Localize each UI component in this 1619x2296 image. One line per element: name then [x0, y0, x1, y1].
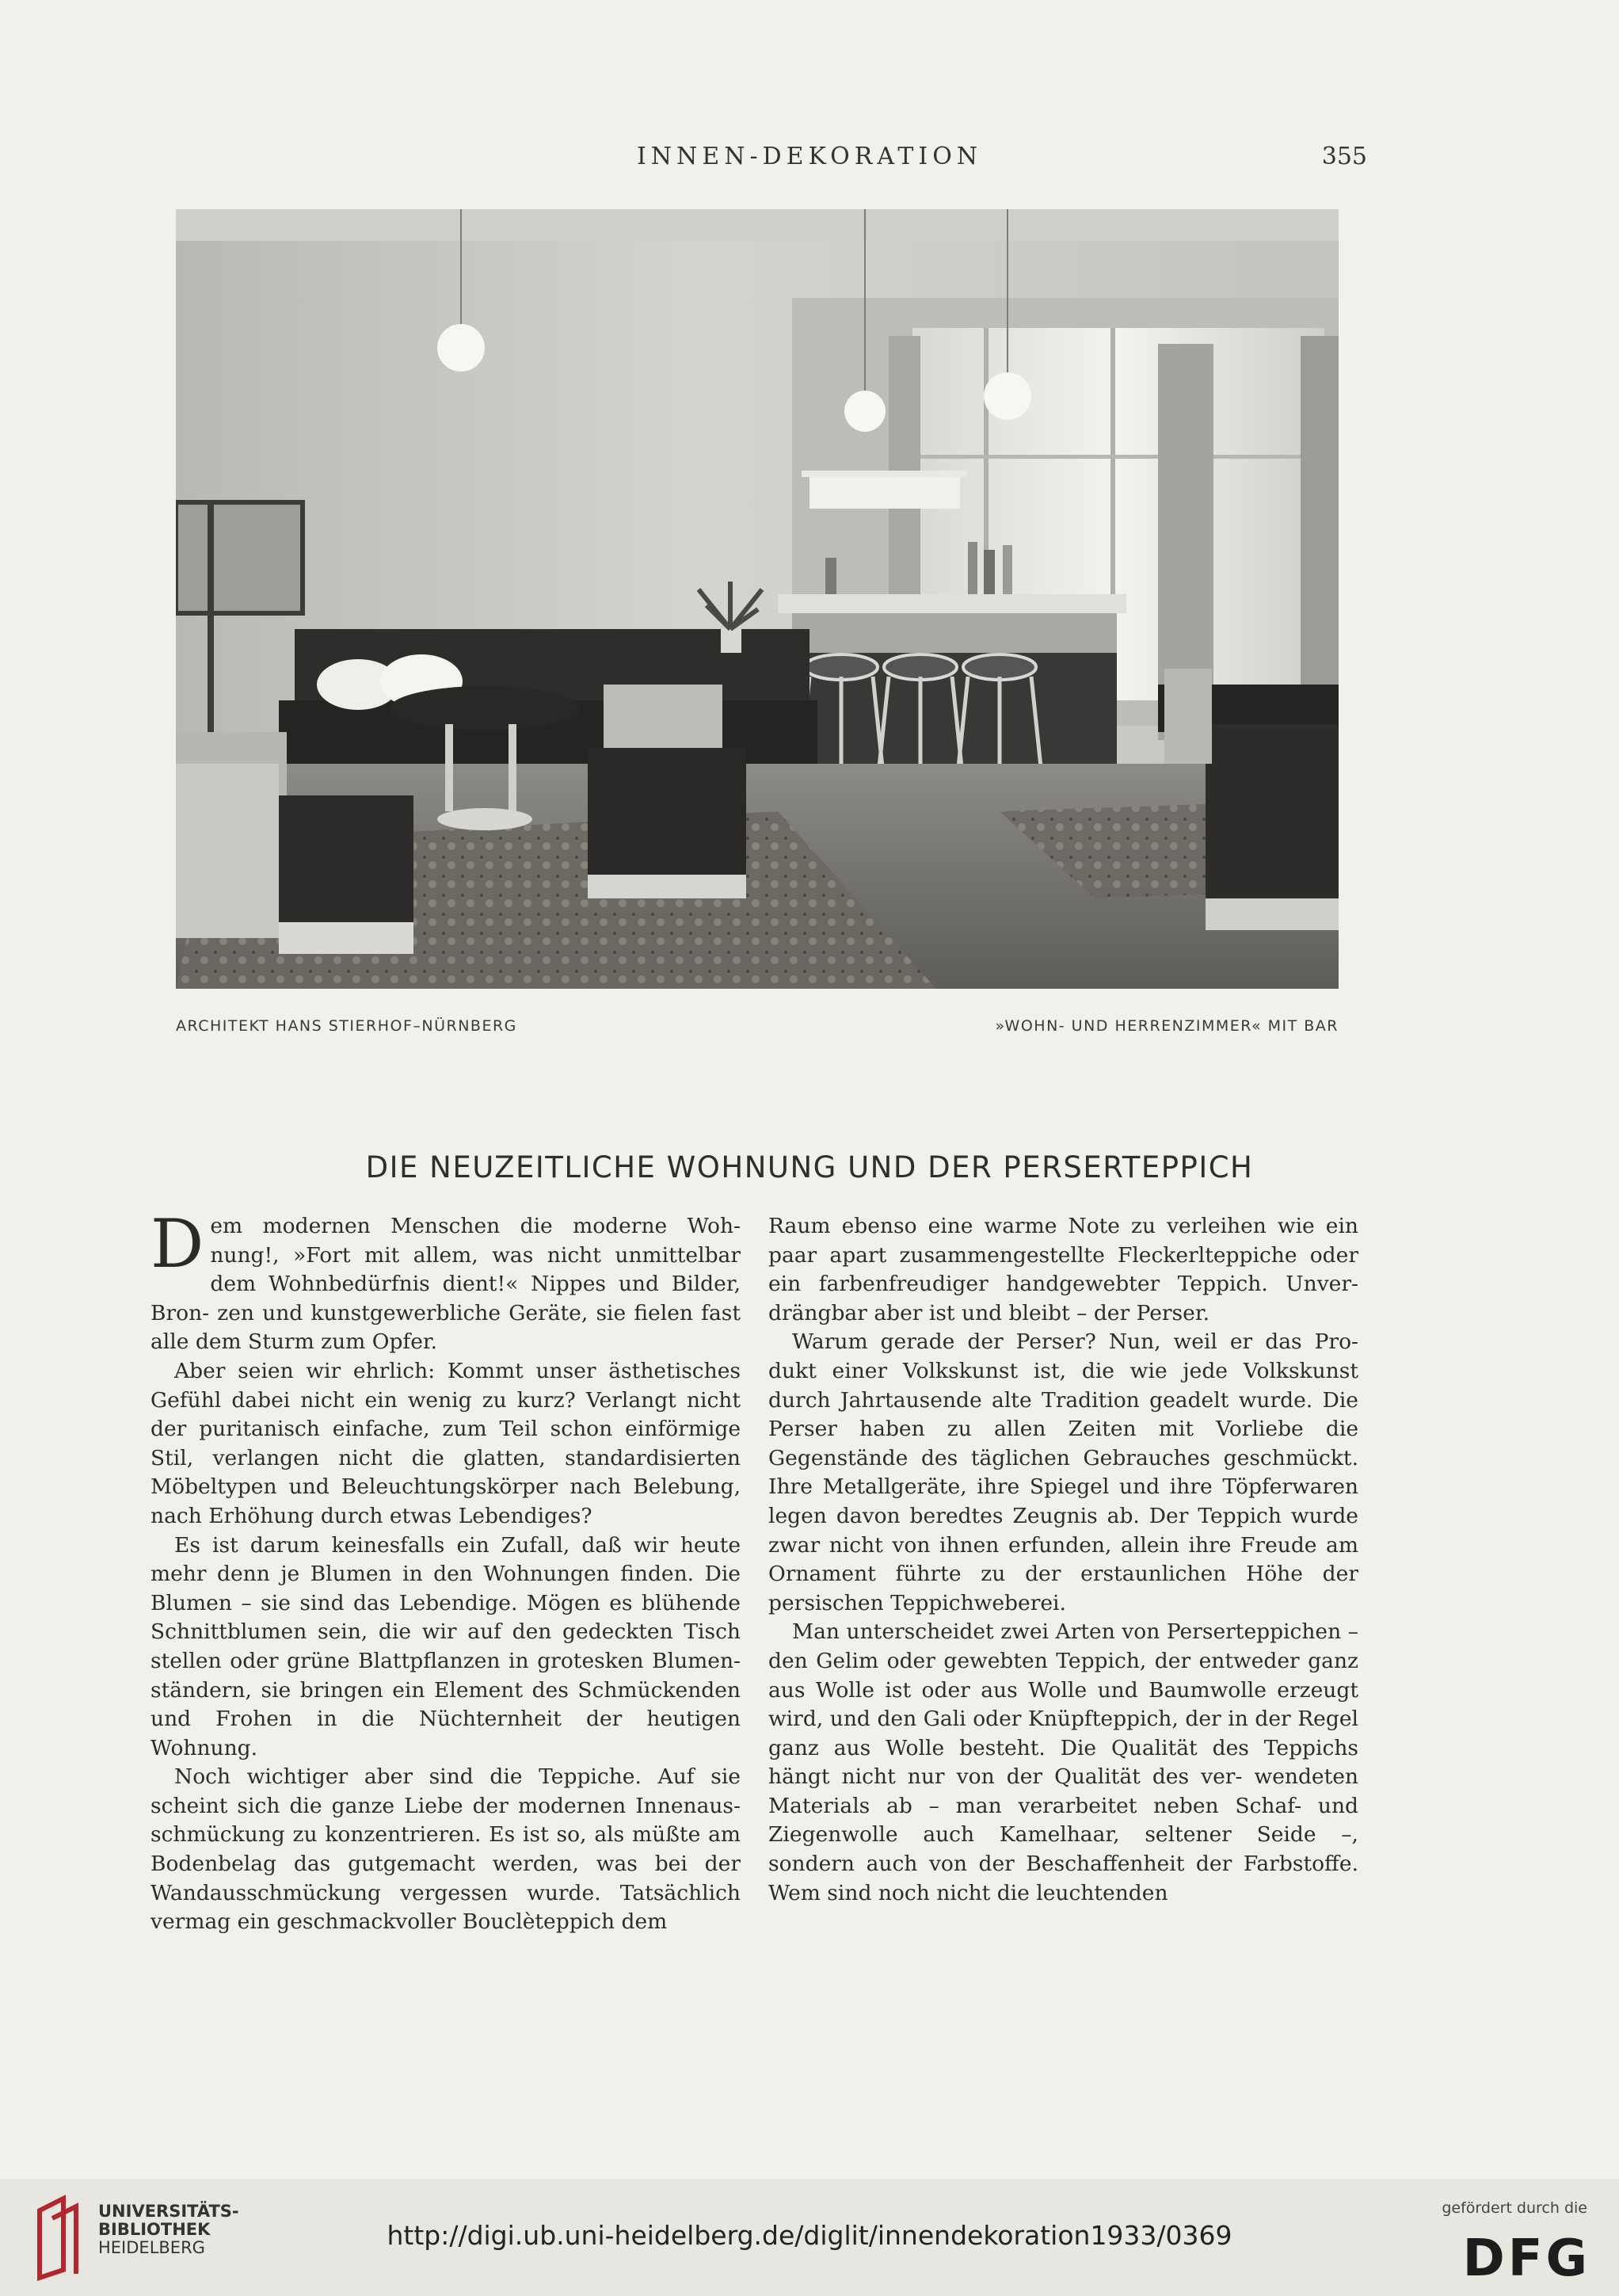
text-column-right — [768, 1212, 1358, 1908]
library-name-line: UNIVERSITÄTS- — [98, 2202, 239, 2221]
paragraph: Es ist darum keinesfalls ein Zufall, daß wir heute mehr denn je Blumen in den Wohnungen finden. Die Blumen – sie sind das Lebendige. Mögen es blühende Schnittblumen sein, die wir auf den gedeckten Tisch stellen oder grüne Blattpflanzen in grotesken Blumen- ständern, sie bringen ein Element des Schmückenden und Frohen in die Nüchternheit der heutigen Wohnung. — [150, 1532, 741, 1760]
paragraph: Raum ebenso eine warme Note zu verleihen wie ein paar apart zusammengestellte Fleckerlteppiche oder ein farbenfreudiger handgewebter Teppich. Unver- drängbar aber ist und bleibt – der Perser. — [768, 1214, 1358, 1325]
permalink-url[interactable]: http://digi.ub.uni-heidelberg.de/diglit/innendekoration1933/0369 — [387, 2220, 1232, 2251]
running-head — [0, 143, 1619, 177]
caption-architect: ARCHITEKT HANS STIERHOF–NÜRNBERG — [176, 1017, 517, 1035]
article-title: DIE NEUZEITLICHE WOHNUNG UND DER PERSERTEPPICH — [365, 1150, 1254, 1184]
paragraph: Warum gerade der Perser? Nun, weil er das Pro- dukt einer Volkskunst ist, die wie jede Volkskunst durch Jahrtausende alte Tradition geadelt wurde. Die Perser haben zu allen Zeiten mit Vorliebe die Gegenstände des täglichen Gebrauches geschmückt. Ihre Metallgeräte, ihre Spiegel und ihre Töpferwaren legen davon beredtes Zeugnis ab. Der Teppich wurde zwar nicht von ihnen erfunden, allein ihre Freude am Ornament führte zu der erstaunlichen Höhe der persischen Teppichweberei. — [768, 1329, 1358, 1615]
library-name-line: HEIDELBERG — [98, 2238, 205, 2257]
library-name-line: BIBLIOTHEK — [98, 2220, 211, 2239]
paragraph: Man unterscheidet zwei Arten von Perserteppichen – den Gelim oder gewebten Teppich, der entweder ganz aus Wolle ist oder aus Wolle und Baumwolle erzeugt wird, und den Gali oder Knüpfteppich, der in der Regel ganz aus Wolle besteht. Die Qualität des Teppichs hängt nicht nur von der Qualität des ver- wendeten Materials ab – man verarbeitet neben Schaf- und Ziegenwolle auch Kamelhaar, seltener Seide –, sondern auch von der Beschaffenheit der Farbstoffe. Wem sind noch nicht die leuchtenden — [768, 1619, 1358, 1905]
funding-note: gefördert durch die — [1442, 2199, 1587, 2217]
paragraph — [150, 1205, 741, 1357]
dfg-logo: DFG — [1462, 2229, 1590, 2288]
digitization-footer — [0, 2179, 1619, 2296]
paragraph: Aber seien wir ehrlich: Kommt unser ästhetisches Gefühl dabei nicht ein wenig zu kurz? Verlangt nicht der puritanisch einfache, zum Teil schon einförmige Stil, verlangen nicht die glatten, standardisierten Möbeltypen und Beleuchtungskörper nach Belebung, nach Erhöhung durch etwas Lebendiges? — [150, 1358, 741, 1528]
running-title: INNEN-DEKORATION — [636, 143, 983, 170]
paragraph-text: em modernen Menschen die moderne Woh- nung!, »Fort mit allem, was nicht unmittelbar dem Wohnbedürfnis dient!« Nippes und Bilder, Bron- zen und kunstgewerbliche Geräte, sie fielen fast alle dem Sturm zum Opfer. — [150, 1214, 741, 1355]
living-room-with-bar-image — [176, 209, 1339, 989]
page-number: 355 — [1321, 143, 1367, 170]
drop-cap: D — [150, 1205, 204, 1283]
interior-photograph — [176, 209, 1339, 989]
text-column-left — [150, 1205, 741, 1937]
paragraph: Noch wichtiger aber sind die Teppiche. Auf sie scheint sich die ganze Liebe der modernen Innenaus- schmückung zu konzentrieren. Es ist so, als müßte am Bodenbelag das gutgemacht werden, was bei der Wandausschmückung vergessen wurde. Tatsächlich vermag ein geschmackvoller Bouclèteppich dem — [150, 1764, 741, 1935]
figure-caption — [176, 1017, 1339, 1041]
caption-room: »WOHN- UND HERRENZIMMER« MIT BAR — [995, 1017, 1339, 1035]
